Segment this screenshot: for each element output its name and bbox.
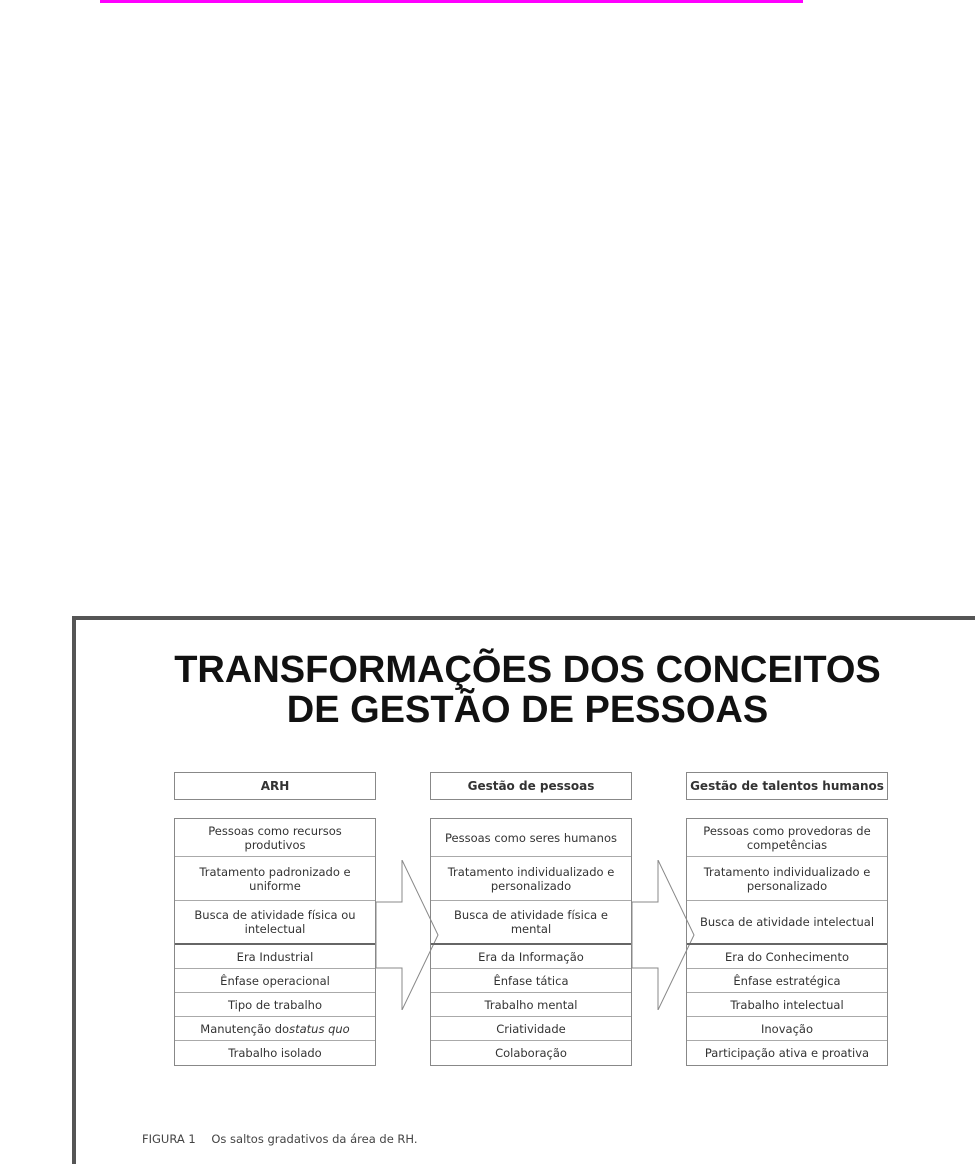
cell: Busca de atividade física e mental (431, 901, 631, 945)
cell: Pessoas como provedoras de competências (687, 819, 887, 857)
column-cells (174, 818, 376, 1066)
cell: Era do Conhecimento (687, 945, 887, 969)
cell: Busca de atividade física ou intelectual (175, 901, 375, 945)
cell: Pessoas como seres humanos (431, 819, 631, 857)
cell: Inovação (687, 1017, 887, 1041)
slide (72, 616, 975, 1164)
cell: Ênfase estratégica (687, 969, 887, 993)
cell: Tratamento individualizado e personalizado (687, 857, 887, 901)
title-line-2: DE GESTÃO DE PESSOAS (286, 689, 769, 731)
cell: Tratamento individualizado e personalizado (431, 857, 631, 901)
top-accent-bar (100, 0, 803, 3)
figure-label: FIGURA 1 (142, 1132, 196, 1146)
cell: Tipo de trabalho (175, 993, 375, 1017)
cell: Trabalho isolado (228, 1046, 322, 1060)
cell: Participação ativa e proativa (704, 1046, 870, 1060)
cell: Colaboração (495, 1046, 567, 1060)
figure-caption-text: Os saltos gradativos da área de RH. (211, 1132, 418, 1146)
cell: Era Industrial (175, 945, 375, 969)
cell: Ênfase tática (431, 969, 631, 993)
figure-caption (142, 1132, 418, 1146)
column-header: Gestão de pessoas (430, 772, 632, 800)
cell: Trabalho mental (431, 993, 631, 1017)
column-cells (430, 818, 632, 1066)
cell: Criatividade (431, 1017, 631, 1041)
cell: Manutenção do status quo (175, 1017, 375, 1041)
cell: Tratamento padronizado e uniforme (175, 857, 375, 901)
slide-title (76, 650, 975, 730)
cell: Ênfase operacional (175, 969, 375, 993)
title-line-1: TRANSFORMAÇÕES DOS CONCEITOS (174, 649, 881, 691)
cell: Busca de atividade intelectual (687, 901, 887, 945)
column-header: ARH (174, 772, 376, 800)
cell: Trabalho intelectual (687, 993, 887, 1017)
cell: Era da Informação (431, 945, 631, 969)
column-header: Gestão de talentos humanos (686, 772, 888, 800)
column-cells (686, 818, 888, 1066)
cell: Pessoas como recursos produtivos (175, 819, 375, 857)
